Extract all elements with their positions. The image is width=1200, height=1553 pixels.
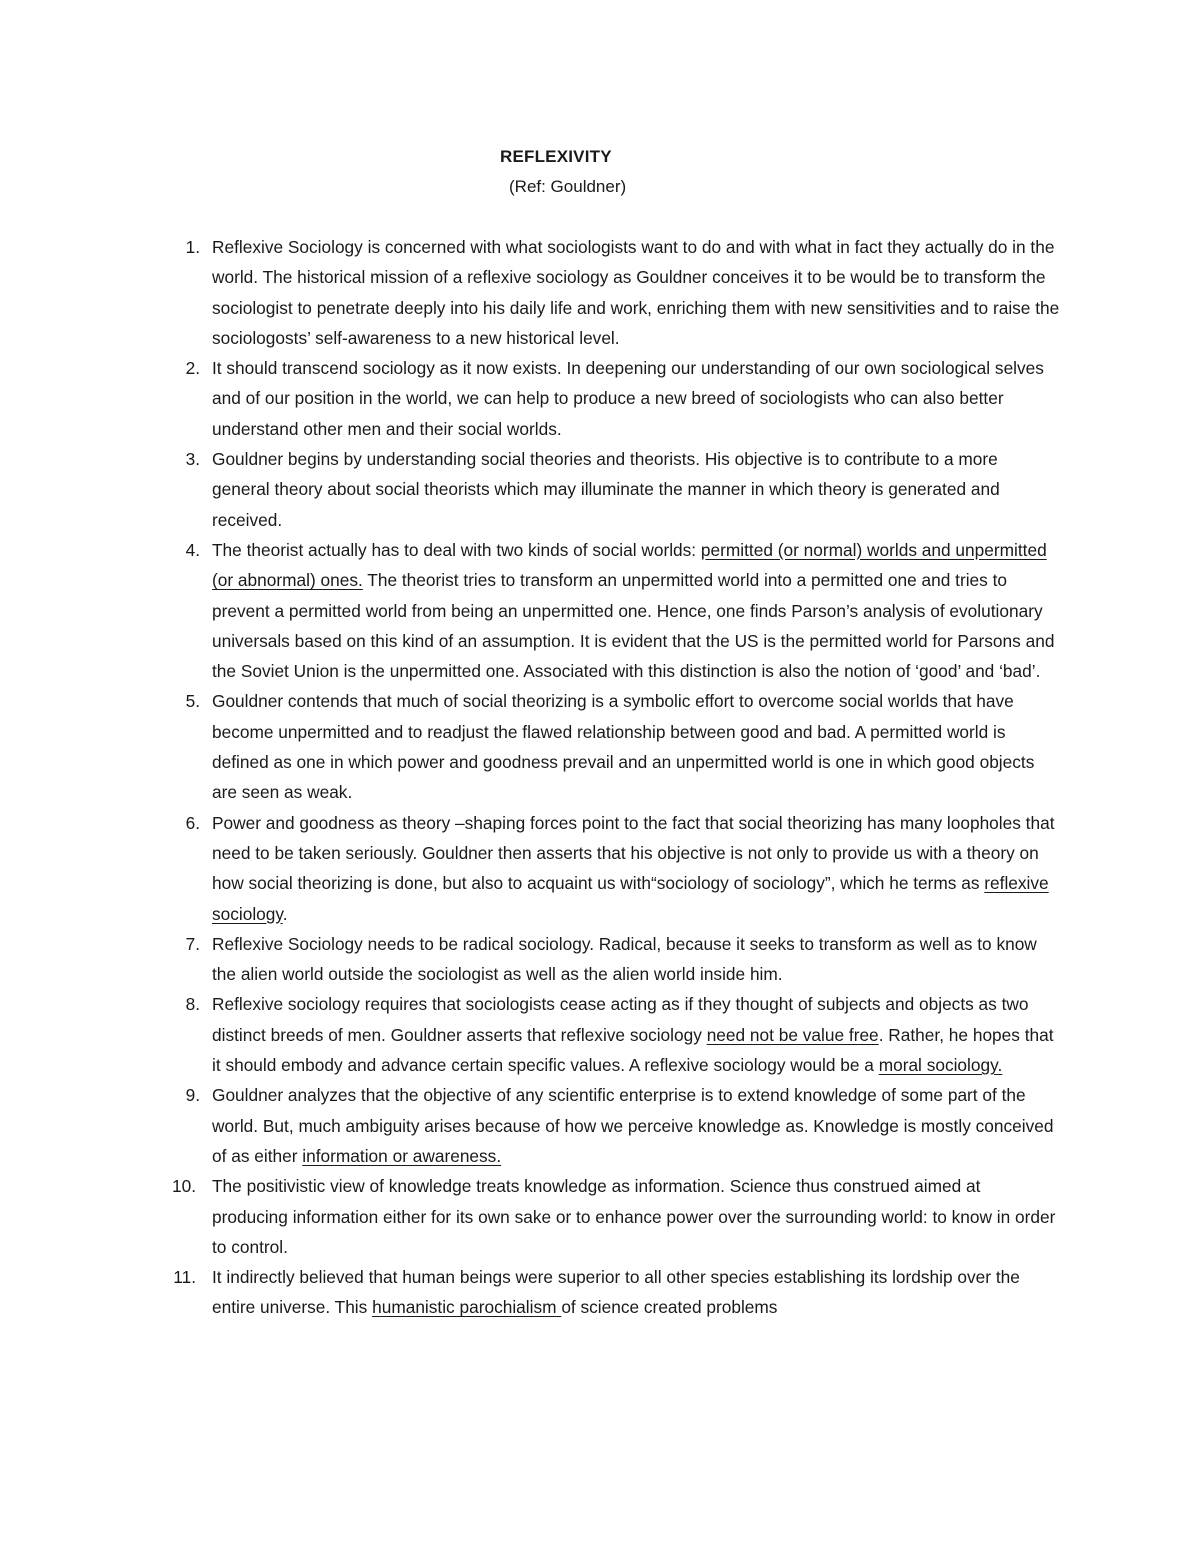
list-item [160,444,1060,535]
list-item-number: 5. [185,691,200,712]
list-item-number: 7. [185,933,200,954]
document-reference: (Ref: Gouldner) [509,177,627,196]
list-item-text [212,358,1044,439]
list-item [160,686,1060,807]
text-segment: of science created problems [561,1297,778,1318]
underlined-phrase: permitted (or normal) worlds and unpermitted (or abnormal) ones. [212,539,1047,591]
list-item-text [212,449,1000,530]
text-segment: The theorist actually has to deal with two kinds of social worlds: [212,539,701,560]
list-item-number: 3. [185,449,200,470]
list-item [160,1080,1060,1171]
list-item-number: 10. [171,1176,196,1197]
text-segment: Reflexive sociology requires that sociologists cease acting as if they thought of subjects and objects as two distinct breeds of men. Gouldner asserts that reflexive sociology [212,994,1029,1045]
text-segment: Gouldner contends that much of social theorizing is a symbolic effort to overcome social worlds that have become unpermitted and to readjust the flawed relationship between good and bad. A permitted world is defined as one in which power and goodness prevail and an unpermitted world is one in which good objects are seen as weak. [212,691,1035,803]
list-item-number: 11. [173,1267,196,1288]
underlined-phrase: moral sociology. [878,1055,1003,1076]
list-item [160,929,1060,990]
list-item-text [212,813,1055,924]
text-segment: . [282,903,288,924]
list-item [160,808,1060,929]
text-segment: The positivistic view of knowledge treats knowledge as information. Science thus construed aimed at producing information either for its own sake or to enhance power over the surrounding world: to know in order to control. [212,1176,1056,1257]
list-item [160,535,1060,686]
text-segment: It indirectly believed that human beings were superior to all other species establishing its lordship over the entire universe. This [212,1267,1020,1318]
list-item [160,232,1060,353]
list-item [160,353,1060,444]
list-item-number: 4. [185,539,200,560]
underlined-phrase: need not be value free [706,1024,879,1045]
list-item [160,1171,1060,1262]
underlined-phrase: information or awareness. [302,1145,502,1166]
text-segment: . Rather, he hopes that it should embody and advance certain specific values. A reflexive sociology would be a [212,1024,1054,1076]
list-item-number: 6. [185,812,200,833]
list-item-text [212,540,1054,681]
list-item-text [212,934,1037,984]
text-segment: It should transcend sociology as it now exists. In deepening our understanding of our own sociological selves and of our position in the world, we can help to produce a new breed of sociologists who can also better understand other men and their social worlds. [212,358,1044,439]
list-item [160,1262,1060,1323]
text-segment: Reflexive Sociology is concerned with what sociologists want to do and with what in fact they actually do in the world. The historical mission of a reflexive sociology as Gouldner conceives it to be would be to transform the sociologist to penetrate deeply into his daily life and work, enriching them with new sensitivities and to raise the sociologosts’ self-awareness to a new historical level. [212,237,1060,348]
list-item-text [212,1085,1053,1166]
list-item-text [212,994,1054,1075]
document-title: REFLEXIVITY [500,147,612,166]
text-segment: Power and goodness as theory –shaping forces point to the fact that social theorizing has many loopholes that need to be taken seriously. Gouldner then asserts that his objective is not only to provide us with a theory on how social theorizing is done, but also to acquaint us with“sociology of sociology”, which he terms as [212,812,1055,894]
list-item-number: 8. [185,994,200,1015]
list-item [160,989,1060,1080]
text-segment: The theorist tries to transform an unpermitted world into a permitted one and tries to prevent a permitted world from being an unpermitted one. Hence, one finds Parson’s analysis of evolutionary universals based on this kind of an assumption. It is evident that the US is the permitted world for Parsons and the Soviet Union is the unpermitted one. Associated with this distinction is also the notion of ‘good’ and ‘bad’. [212,570,1055,682]
list-item-text [212,1176,1055,1257]
text-segment: Reflexive Sociology needs to be radical sociology. Radical, because it seeks to transform as well as to know the alien world outside the sociologist as well as the alien world inside him. [212,933,1037,985]
list-item-number: 1. [185,237,200,257]
list-item-number: 2. [185,358,200,379]
text-segment: Gouldner analyzes that the objective of any scientific enterprise is to extend knowledge of some part of the world. But, much ambiguity arises because of how we perceive knowledge as. Knowledge is mostly conceived of as either [212,1085,1054,1166]
numbered-list [160,232,1060,1323]
list-item-number: 9. [185,1085,200,1106]
underlined-phrase: humanistic parochialism [372,1297,562,1318]
list-item-text [212,1267,1020,1317]
text-segment: Gouldner begins by understanding social theories and theorists. His objective is to contribute to a more general theory about social theorists which may illuminate the manner in which theory is generated and received. [212,449,1000,530]
list-item-text [212,691,1034,802]
list-item-text [212,237,1059,348]
underlined-phrase: reflexive sociology [212,873,1049,924]
